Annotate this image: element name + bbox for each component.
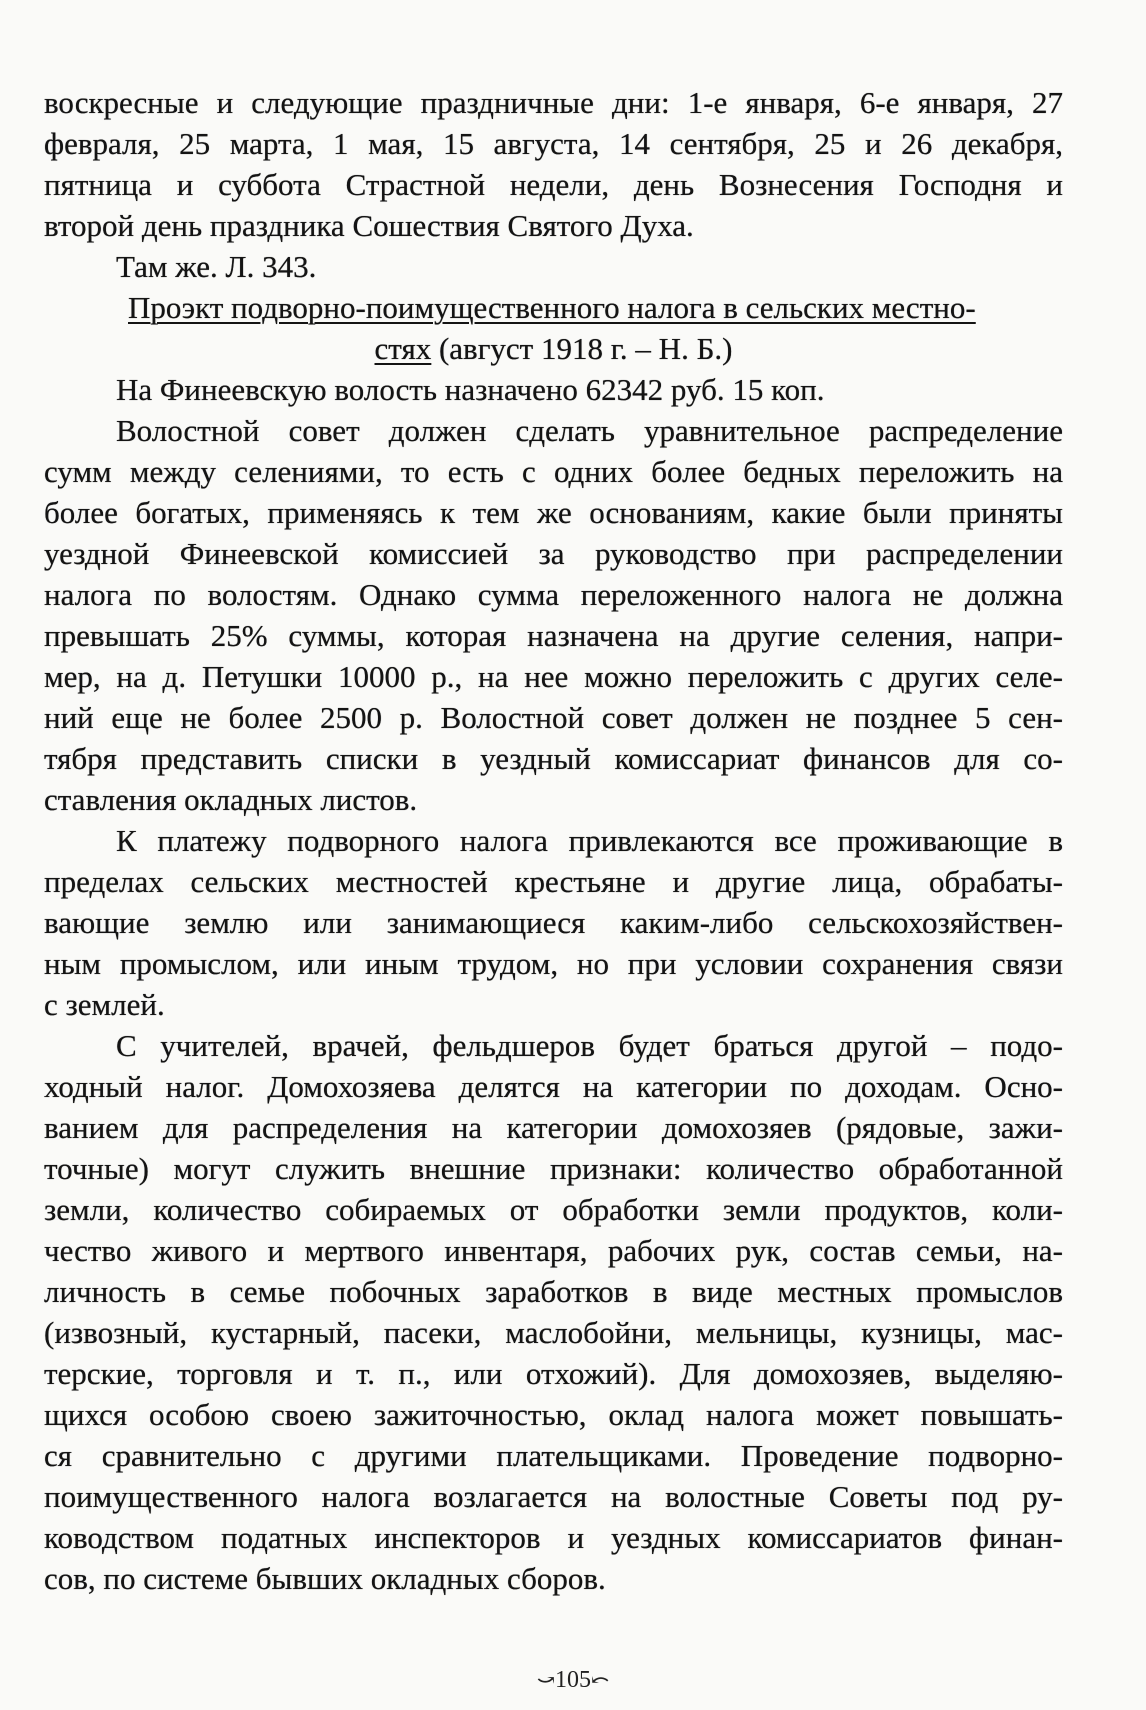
right-ornament-icon: ⤺ bbox=[591, 1667, 610, 1692]
text-line: уездной Финеевской комиссией за руководство при распределении bbox=[44, 536, 1063, 571]
paragraph-p4 bbox=[44, 369, 1063, 410]
text-line: сумм между селениями, то есть с одних более бедных переложить на bbox=[44, 454, 1063, 489]
page-text bbox=[44, 82, 1063, 1599]
page-number bbox=[0, 1667, 1146, 1694]
text-line: второй день праздника Сошествия Святого Духа. bbox=[44, 208, 694, 243]
section-title-line-1: Проэкт подворно-поимущественного налога в сельских местно- bbox=[128, 290, 976, 325]
text-line: воскресные и следующие праздничные дни: 1-е января, 6-е января, 27 bbox=[44, 85, 1063, 120]
text-line: ставления окладных листов. bbox=[44, 782, 418, 817]
text-line: земли, количество собираемых от обработки земли продуктов, коли- bbox=[44, 1192, 1063, 1227]
body-paragraphs bbox=[44, 369, 1063, 1599]
text-line: личность в семье побочных заработков в виде местных промыслов bbox=[44, 1274, 1063, 1309]
section-title-date: (август 1918 г. – Н. Б.) bbox=[431, 331, 733, 366]
text-line: Волостной совет должен сделать уравнительное распределение bbox=[116, 413, 1063, 448]
paragraph-p2 bbox=[44, 246, 1063, 287]
text-line: вающие землю или занимающиеся каким-либо сельскохозяйствен- bbox=[44, 905, 1063, 940]
text-line: чество живого и мертвого инвентаря, рабочих рук, состав семьи, на- bbox=[44, 1233, 1063, 1268]
section-title-line-2 bbox=[44, 328, 1063, 369]
left-ornament-icon: ⤻ bbox=[536, 1667, 555, 1692]
text-line: ководством податных инспекторов и уездных комиссариатов финан- bbox=[44, 1520, 1063, 1555]
text-line: С учителей, врачей, фельдшеров будет браться другой – подо- bbox=[116, 1028, 1063, 1063]
text-line: (извозный, кустарный, пасеки, маслобойни, мельницы, кузницы, мас- bbox=[44, 1315, 1063, 1350]
text-line: ся сравнительно с другими плательщиками. Проведение подворно- bbox=[44, 1438, 1063, 1473]
text-line: пределах сельских местностей крестьяне и другие лица, обрабаты- bbox=[44, 864, 1063, 899]
text-line: мер, на д. Петушки 10000 р., на нее можно переложить с других селе- bbox=[44, 659, 1063, 694]
text-line: тября представить списки в уездный комиссариат финансов для со- bbox=[44, 741, 1063, 776]
paragraph-p1 bbox=[44, 82, 1063, 246]
text-line: поимущественного налога возлагается на волостные Советы под ру- bbox=[44, 1479, 1063, 1514]
text-line: щихся особою своею зажиточностью, оклад налога может повышать- bbox=[44, 1397, 1063, 1432]
text-line: ходный налог. Домохозяева делятся на категории по доходам. Осно- bbox=[44, 1069, 1063, 1104]
text-line: На Финеевскую волость назначено 62342 руб. 15 коп. bbox=[116, 372, 825, 407]
text-line: ным промыслом, или иным трудом, но при условии сохранения связи bbox=[44, 946, 1063, 981]
text-line: февраля, 25 марта, 1 мая, 15 августа, 14 сентября, 25 и 26 декабря, bbox=[44, 126, 1063, 161]
top-paragraphs bbox=[44, 82, 1063, 287]
text-line: точные) могут служить внешние признаки: количество обработанной bbox=[44, 1151, 1063, 1186]
text-line: Там же. Л. 343. bbox=[116, 249, 317, 284]
paragraph-p7 bbox=[44, 1025, 1063, 1599]
text-line: К платежу подворного налога привлекаются все проживающие в bbox=[116, 823, 1063, 858]
paragraph-p6 bbox=[44, 820, 1063, 1025]
text-line: ний еще не более 2500 р. Волостной совет должен не позднее 5 сен- bbox=[44, 700, 1063, 735]
text-line: терские, торговля и т. п., или отхожий). Для домохозяев, выделяю- bbox=[44, 1356, 1063, 1391]
text-line: пятница и суббота Страстной недели, день Вознесения Господня и bbox=[44, 167, 1063, 202]
section-title-underlined: стях bbox=[374, 331, 432, 366]
text-line: более богатых, применяясь к тем же основаниям, какие были приняты bbox=[44, 495, 1063, 530]
page-number-text: 105 bbox=[555, 1667, 591, 1693]
text-line: налога по волостям. Однако сумма переложенного налога не должна bbox=[44, 577, 1063, 612]
text-line: ванием для распределения на категории домохозяев (рядовые, зажи- bbox=[44, 1110, 1063, 1145]
text-line: сов, по системе бывших окладных сборов. bbox=[44, 1561, 606, 1596]
text-line: с землей. bbox=[44, 987, 165, 1022]
paragraph-p5 bbox=[44, 410, 1063, 820]
text-line: превышать 25% суммы, которая назначена на другие селения, напри- bbox=[44, 618, 1063, 653]
